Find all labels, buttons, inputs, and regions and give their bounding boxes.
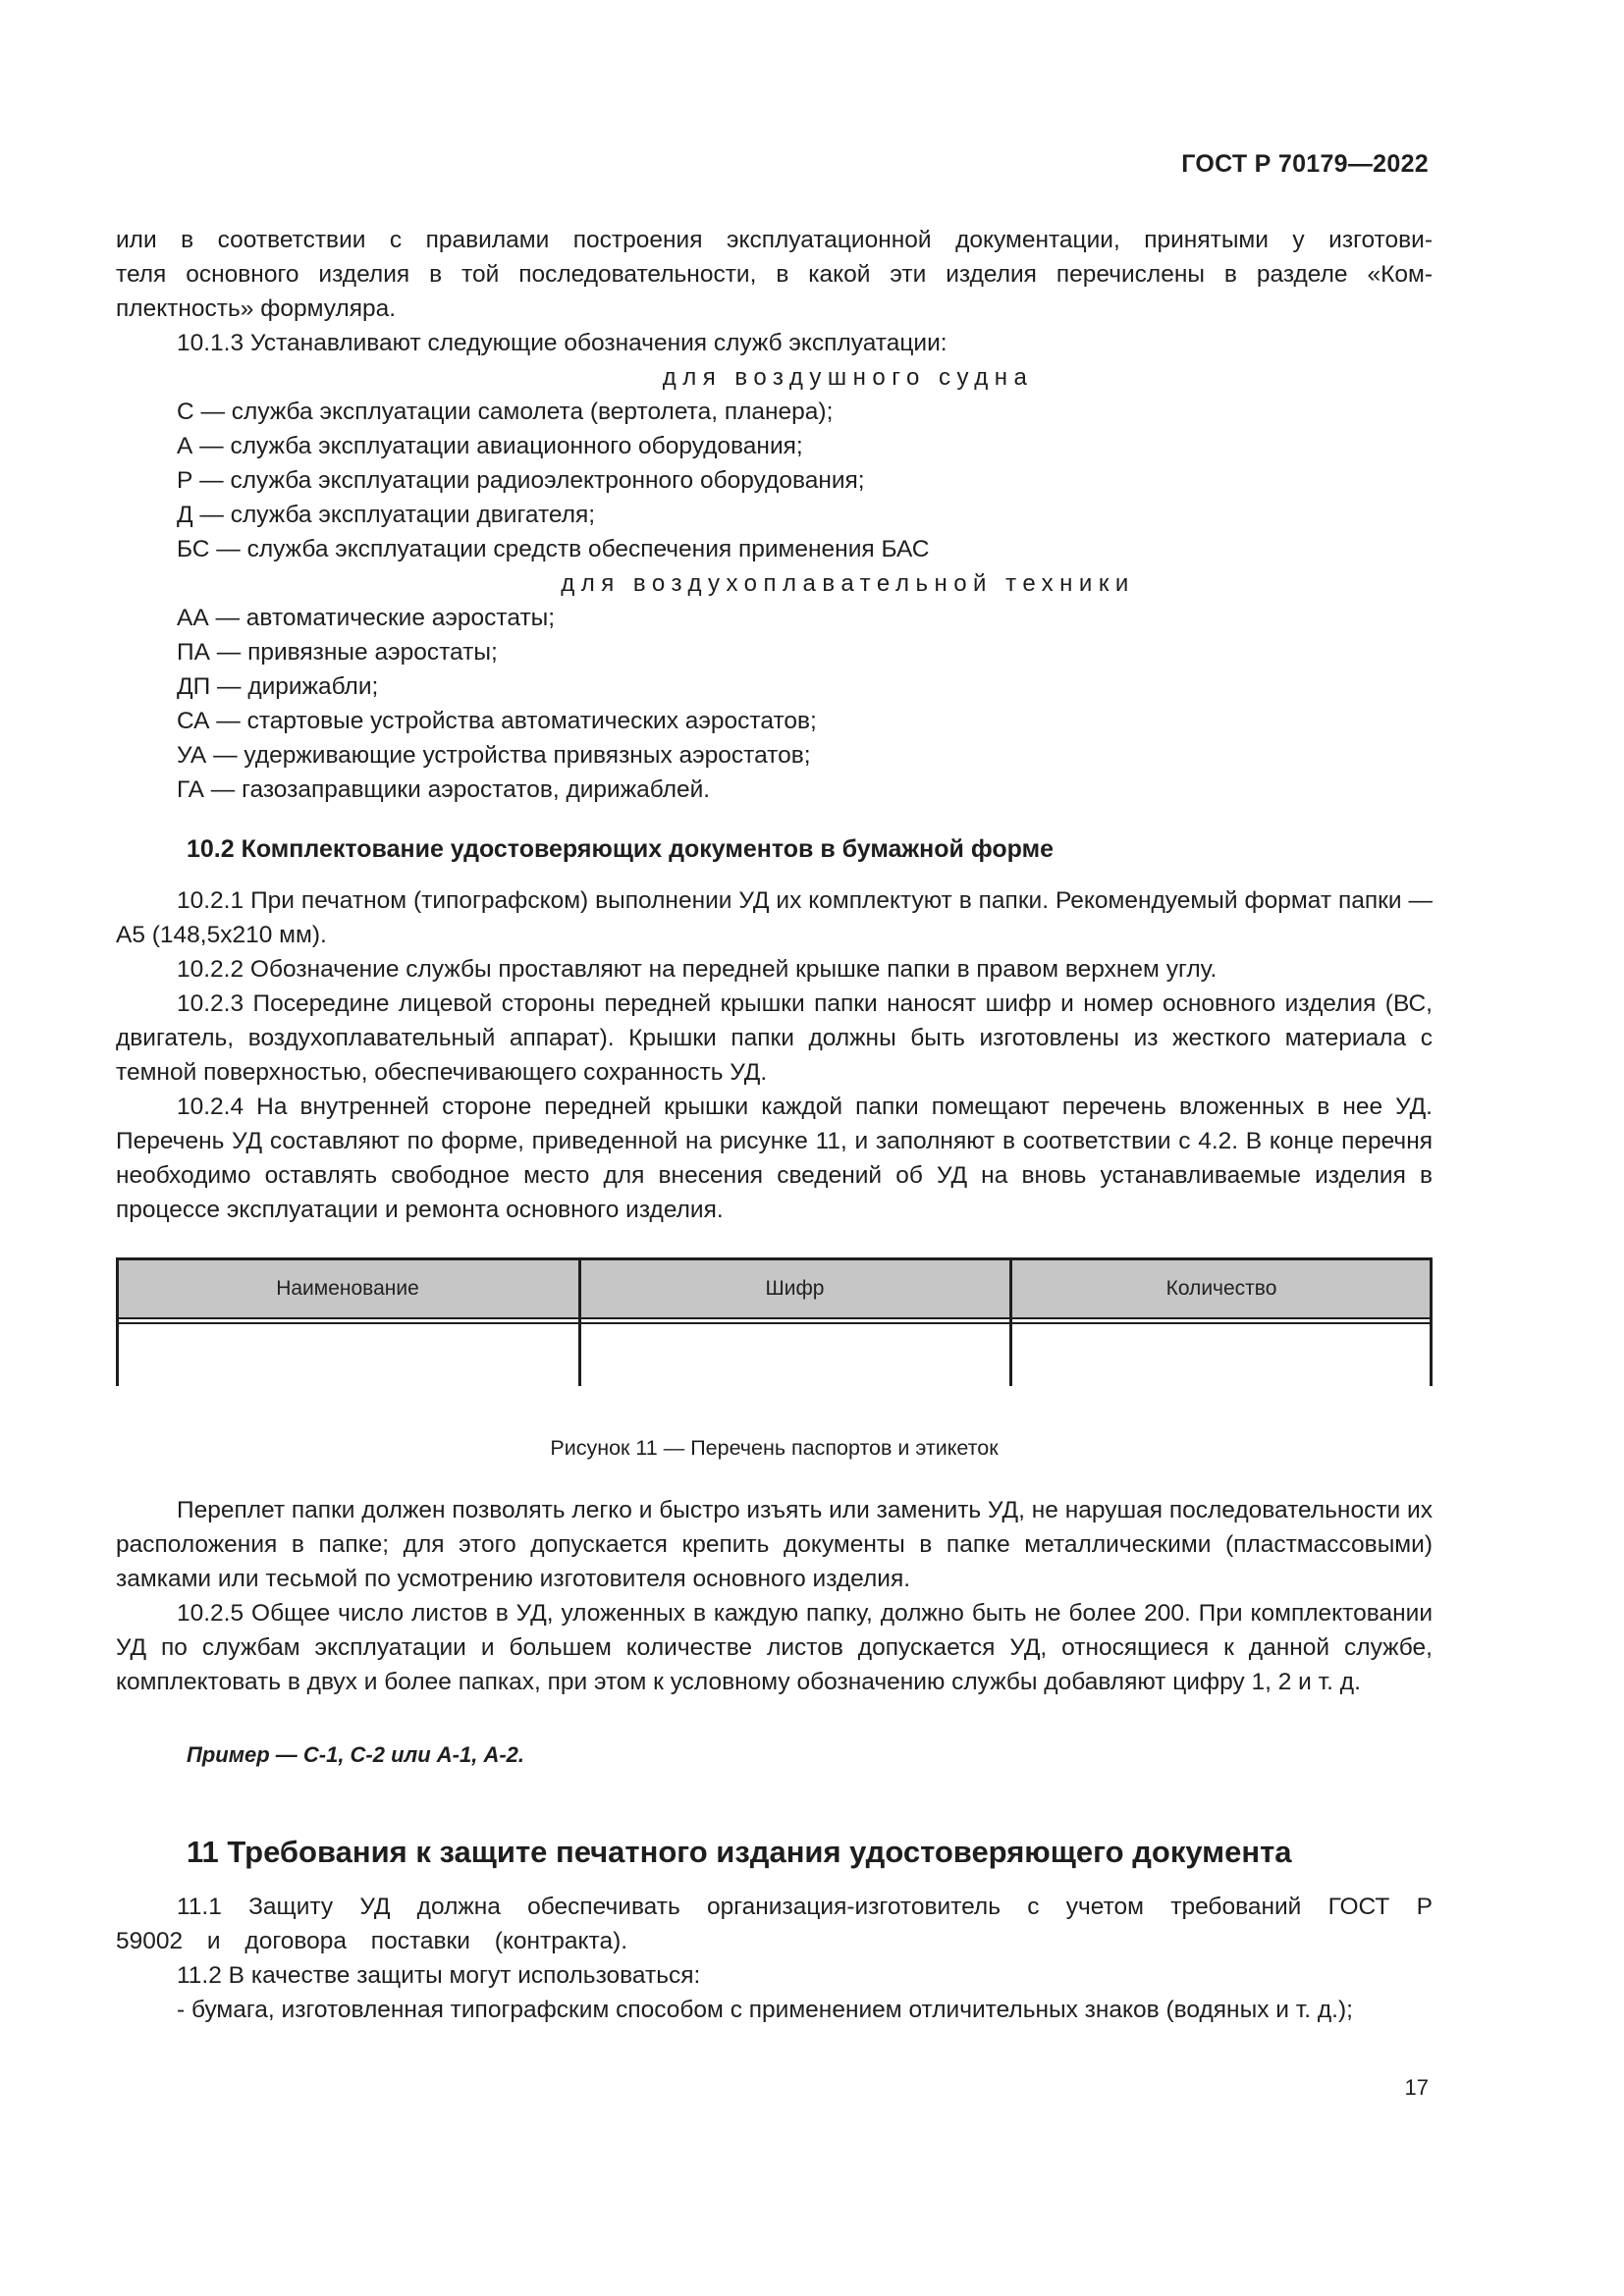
- list-item: А — служба эксплуатации авиационного оборудования;: [177, 433, 803, 459]
- list-item: Д — служба эксплуатации двигателя;: [177, 502, 596, 528]
- paragraph: 10.2.4 На внутренней стороне передней крышки каждой папки помещают перечень вложенных в нее УД. Перечень УД составляют по форме, приведенной на рисунке 11, и заполняют в соответствии с 4.2. В конце перечня необходимо оставлять свободное место для внесения сведений об УД на вновь устанавливаемые изделия в процессе эксплуатации и ремонта основного изделия.: [116, 1094, 1433, 1223]
- group-title-aeronautics: для воздухоплавательной техники: [561, 570, 1135, 597]
- column-header-name: Наименование: [276, 1277, 419, 1300]
- group-title-aircraft: для воздушного судна: [662, 364, 1034, 391]
- intro-line: плектность» формуляра.: [116, 295, 397, 322]
- list-item: УА — удерживающие устройства привязных аэростатов;: [177, 742, 811, 769]
- section-10-2-body: [116, 883, 1433, 1227]
- column-header-code: Шифр: [765, 1277, 825, 1300]
- after-figure-body: [116, 1493, 1433, 1699]
- clause-10-1-3: 10.1.3 Устанавливают следующие обозначения служб эксплуатации:: [177, 330, 947, 356]
- paragraph: 10.2.2 Обозначение службы проставляют на передней крышке папки в правом верхнем углу.: [177, 956, 1218, 983]
- page-number: 17: [1404, 2075, 1429, 2100]
- figure-caption: Рисунок 11 — Перечень паспортов и этикеток: [550, 1436, 999, 1460]
- paragraph: 11.2 В качестве защиты могут использоваться:: [177, 1962, 701, 1989]
- intro-line: или в соответствии с правилами построения эксплуатационной документации, принятыми у изготови-: [116, 227, 1433, 253]
- paragraph: 11.1 Защиту УД должна обеспечивать организация-изготовитель с учетом требований ГОСТ Р 59002 и договора поставки (контракта).: [116, 1894, 1433, 1954]
- list-item: ПА — привязные аэростаты;: [177, 639, 498, 666]
- list-item: ДП — дирижабли;: [177, 673, 379, 700]
- header-divider-line: [116, 1322, 1433, 1324]
- list-item: С — служба эксплуатации самолета (вертолета, планера);: [177, 399, 834, 425]
- intro-block: [116, 223, 1433, 807]
- column-divider: [578, 1257, 581, 1386]
- section-heading-10-2: 10.2 Комплектование удостоверяющих документов в бумажной форме: [187, 835, 1054, 863]
- example-note: Пример — С-1, С-2 или А-1, А-2.: [187, 1742, 525, 1767]
- table-border-left: [116, 1257, 119, 1386]
- column-divider: [1009, 1257, 1012, 1386]
- list-item: СА — стартовые устройства автоматических аэростатов;: [177, 708, 817, 734]
- column-header-quantity: Количество: [1165, 1277, 1277, 1300]
- paragraph: 10.2.3 Посередине лицевой стороны передней крышки папки наносят шифр и номер основного изделия (ВС, двигатель, воздухоплавательный аппарат). Крышки папки должны быть изготовлены из жесткого материала с темной поверхностью, обеспечивающего сохранность УД.: [116, 990, 1433, 1086]
- list-item: БС — служба эксплуатации средств обеспечения применения БАС: [177, 536, 930, 562]
- document-code: ГОСТ Р 70179—2022: [1181, 150, 1429, 178]
- section-11-body: [116, 1890, 1433, 2027]
- list-item: ГА — газозаправщики аэростатов, дирижаблей.: [177, 776, 711, 803]
- paragraph: Переплет папки должен позволять легко и быстро изъять или заменить УД, не нарушая последовательности их расположения в папке; для этого допускается крепить документы в папке металлическими (пластмассовыми) замками или тесьмой по усмотрению изготовителя основного изделия.: [116, 1497, 1433, 1592]
- intro-line: теля основного изделия в той последовательности, в какой эти изделия перечислены в разделе «Ком-: [116, 261, 1433, 288]
- table-border-right: [1430, 1257, 1433, 1386]
- paragraph: 10.2.5 Общее число листов в УД, уложенных в каждую папку, должно быть не более 200. При комплектовании УД по службам эксплуатации и большем количестве листов допускается УД, относящиеся к данной службе, комплектовать в двух и более папках, при этом к условному обозначению службы добавляют цифру 1, 2 и т. д.: [116, 1600, 1433, 1695]
- list-item: Р — служба эксплуатации радиоэлектронного оборудования;: [177, 467, 865, 494]
- section-heading-11: 11 Требования к защите печатного издания удостоверяющего документа: [187, 1835, 1292, 1869]
- list-item: АА — автоматические аэростаты;: [177, 605, 556, 631]
- figure-11-table: [116, 1257, 1433, 1386]
- header-divider-line: [116, 1317, 1433, 1319]
- paragraph: 10.2.1 При печатном (типографском) выполнении УД их комплектуют в папки. Рекомендуемый формат папки — А5 (148,5х210 мм).: [116, 887, 1433, 948]
- bullet-item: - бумага, изготовленная типографским способом с применением отличительных знаков (водяных и т. д.);: [177, 1997, 1353, 2023]
